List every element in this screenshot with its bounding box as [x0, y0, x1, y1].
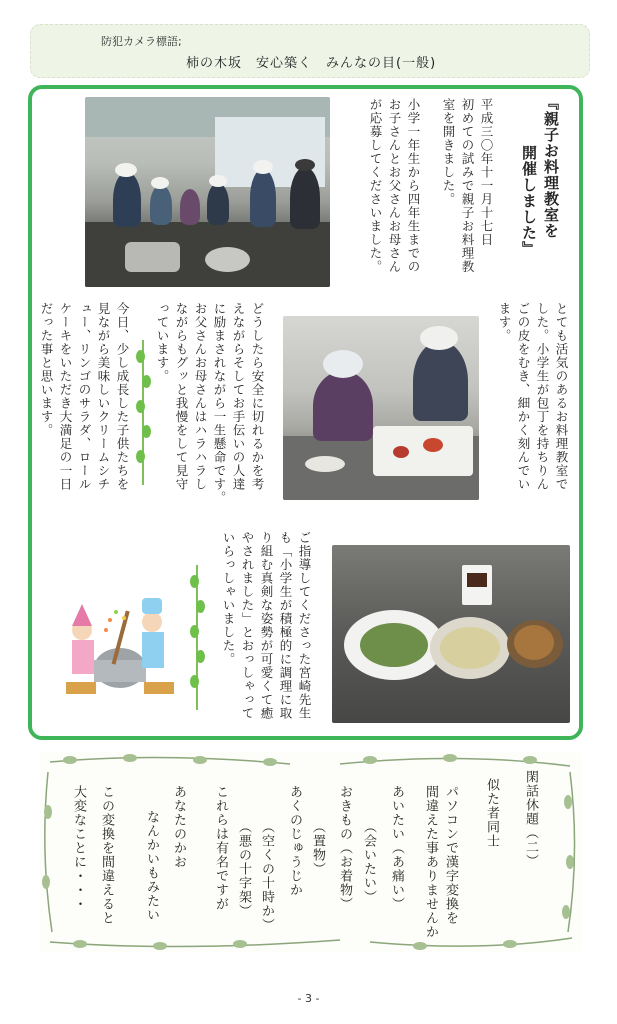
article-title-line2: 開催しました』	[520, 145, 538, 257]
essay-line-13: あなたのかお	[171, 785, 186, 869]
essay-line-8: （置物）	[310, 820, 325, 876]
article-col-1: 平成三〇年十一月十七日	[479, 98, 494, 247]
article-title-line1: 『親子お料理教室を	[542, 95, 560, 239]
article-col-10: ます。	[497, 302, 512, 343]
article-col-25: やされました」とおっしゃって	[240, 531, 255, 720]
article-col-17: 今日、少し成長した子供たちを	[115, 302, 130, 491]
article-col-22: ご指導してくださった宮崎先生	[297, 531, 312, 720]
essay-line-3: パソコンで漢字変換を	[443, 785, 458, 925]
essay-line-14: なんかいもみたい	[144, 810, 159, 922]
slogan-banner	[30, 24, 590, 78]
essay-line-5: あいたい（あ痛い）	[389, 785, 404, 911]
article-col-8: した。小学生が包丁を持ちりん	[535, 302, 550, 491]
essay-line-6: （会いたい）	[361, 820, 376, 904]
essay-heading: 閑話休題（二）	[523, 770, 538, 868]
cooking-children-illustration	[60, 590, 180, 700]
article-col-9: ごの皮をむき、細かく刻んでい	[516, 302, 531, 491]
essay-line-16: 大変なことに・・・	[71, 785, 86, 911]
slogan-text: 柿の木坂 安心築く みんなの目(一般)	[186, 56, 437, 71]
essay-line-9: あくのじゅうじか	[287, 785, 302, 897]
article-col-21: だった事と思います。	[39, 302, 54, 437]
slogan-label: 防犯カメラ標語;	[101, 35, 182, 48]
article-col-5: お子さんとお父さんお母さん	[387, 98, 402, 274]
article-col-7: とても活気のあるお料理教室で	[554, 302, 569, 491]
vine-decoration-right	[190, 565, 204, 710]
vine-decoration-left	[136, 340, 150, 485]
child-cutting-apple-photo	[283, 316, 479, 500]
article-col-11: どうしたら安全に切れるかを考	[250, 302, 265, 491]
page-number: - 3 -	[297, 992, 320, 1005]
article-col-13: に励まされながら一生懸命です。	[212, 302, 227, 505]
article-col-6: が応募してくださいました。	[368, 98, 383, 274]
article-col-20: ケーキをいただき大満足の一日	[58, 302, 73, 491]
article-col-26: いらっしゃいました。	[221, 531, 236, 666]
article-col-15: ながらもグッと我慢をして見守	[174, 302, 189, 491]
essay-line-10: （空くの十時か）	[259, 820, 274, 932]
article-col-4: 小学一年生から四年生までの	[406, 98, 421, 274]
essay-line-12: これらは有名ですが	[213, 785, 228, 911]
article-col-14: お父さんお母さんはハラハラし	[193, 302, 208, 491]
article-col-23: も「小学生が積極的に調理に取	[278, 531, 293, 720]
article-col-24: り組む真剣な姿勢が可愛くて癒	[259, 531, 274, 720]
cooking-class-photo	[85, 97, 330, 287]
article-col-12: えながらそしてお手伝いの人達	[231, 302, 246, 491]
essay-line-7: おきもの（お着物）	[337, 785, 352, 911]
meal-photo	[332, 545, 570, 723]
article-col-19: ュー、リンゴのサラダ、ロール	[77, 302, 92, 491]
essay-line-11: （悪の十字架）	[236, 820, 251, 918]
essay-subheading: 似た者同士	[484, 778, 499, 848]
essay-line-15: この変換を間違えると	[99, 785, 114, 925]
essay-line-4: 間違えた事ありませんか	[423, 785, 438, 939]
article-col-16: っています。	[155, 302, 170, 383]
article-col-2: 初めての試みで親子お料理教	[460, 98, 475, 274]
article-col-18: 見ながら美味しいクリームシチ	[96, 302, 111, 491]
article-col-3: 室を開きました。	[441, 98, 456, 206]
